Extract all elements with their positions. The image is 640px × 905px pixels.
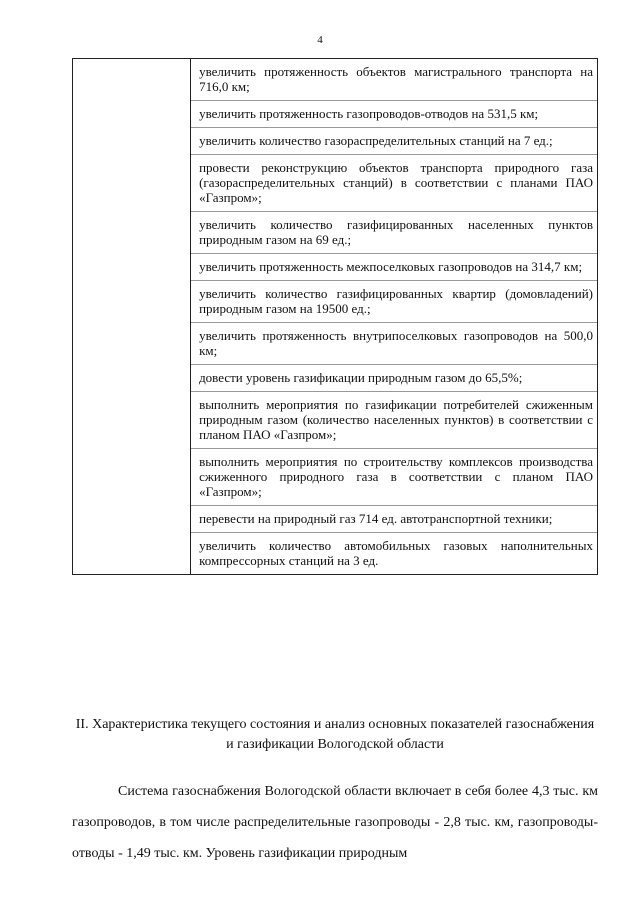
list-item: довести уровень газификации природным газом до 65,5%;	[191, 365, 597, 392]
list-item: выполнить мероприятия по строительству комплексов производства сжиженного природного газа в соответствии с планом ПАО «Газпром»;	[191, 449, 597, 506]
list-item: выполнить мероприятия по газификации потребителей сжиженным природным газом (количество населенных пунктов) в соответствии с планом ПАО «Газпром»;	[191, 392, 597, 449]
list-item: перевести на природный газ 714 ед. автотранспортной техники;	[191, 506, 597, 533]
table-row	[73, 59, 598, 575]
list-item: увеличить протяженность газопроводов-отводов на 531,5 км;	[191, 101, 597, 128]
empty-left-column	[73, 59, 191, 575]
list-item: провести реконструкцию объектов транспорта природного газа (газораспределительных станций) в соответствии с планами ПАО «Газпром»;	[191, 155, 597, 212]
section-heading: II. Характеристика текущего состояния и анализ основных показателей газоснабжения и газификации Вологодской области	[75, 717, 595, 752]
targets-column	[191, 59, 598, 575]
list-item: увеличить протяженность внутрипоселковых газопроводов на 500,0 км;	[191, 323, 597, 365]
section-paragraph: Система газоснабжения Вологодской области включает в себя более 4,3 тыс. км газопроводов, в том числе распределительные газопроводы - 2,8 тыс. км, газопроводы-отводы - 1,49 тыс. км. Уровень газификации природным	[72, 784, 598, 861]
list-item: увеличить количество газифицированных квартир (домовладений) природным газом на 19500 ед.;	[191, 281, 597, 323]
list-item: увеличить количество газифицированных населенных пунктов природным газом на 69 ед.;	[191, 212, 597, 254]
page-number: 4	[317, 34, 323, 46]
list-item: увеличить протяженность межпоселковых газопроводов на 314,7 км;	[191, 254, 597, 281]
list-item: увеличить количество газораспределительных станций на 7 ед.;	[191, 128, 597, 155]
targets-table	[72, 58, 598, 575]
list-item: увеличить протяженность объектов магистрального транспорта на 716,0 км;	[191, 59, 597, 101]
list-item: увеличить количество автомобильных газовых наполнительных компрессорных станций на 3 ед.	[199, 538, 593, 568]
